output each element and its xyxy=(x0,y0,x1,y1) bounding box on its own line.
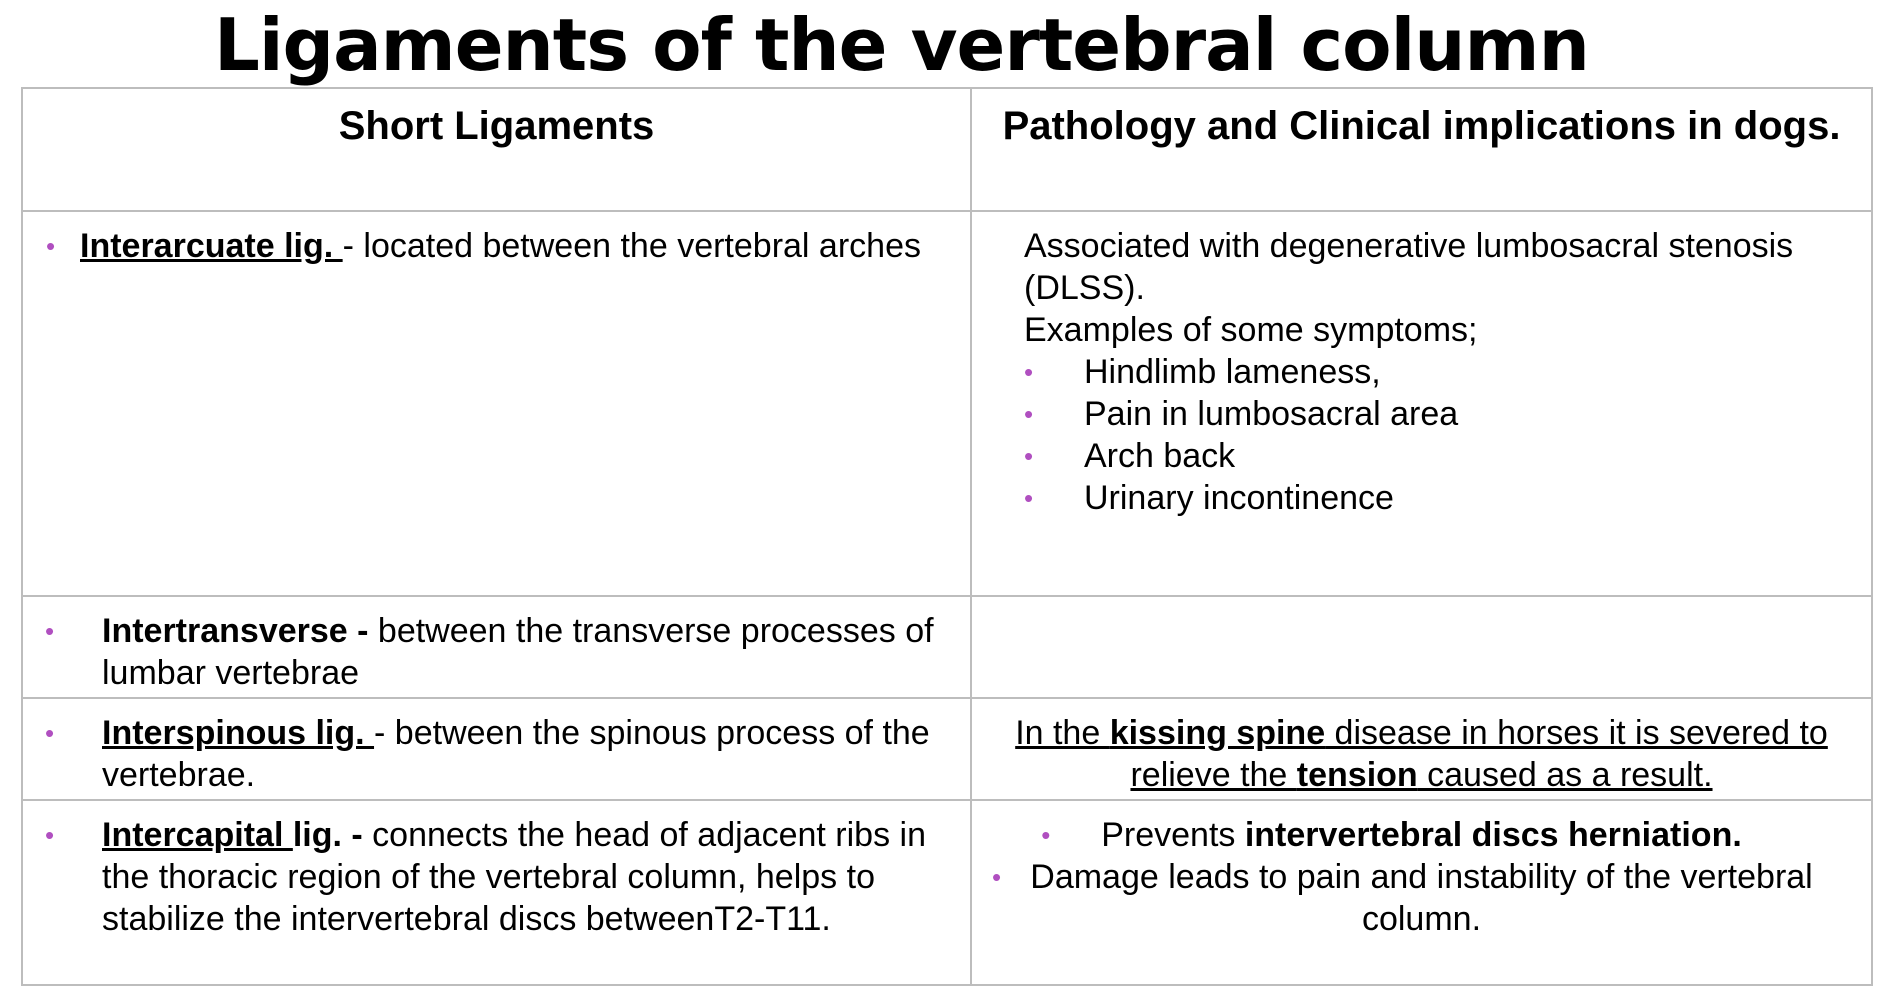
list-item: • Urinary incontinence xyxy=(1024,479,1394,517)
cell-kissing-spine xyxy=(971,698,1872,800)
page-title: Ligaments of the vertebral column xyxy=(214,3,1589,87)
symptoms-label: Examples of some symptoms; xyxy=(1024,311,1478,349)
header-pathology: Pathology and Clinical implications in dogs. xyxy=(971,88,1872,211)
table-header-row xyxy=(22,88,1872,211)
cell-interspinous xyxy=(22,698,971,800)
desc-interspinous: - between the spinous process of the vertebrae. xyxy=(102,714,930,794)
list-item xyxy=(45,814,960,940)
table-row xyxy=(22,800,1872,985)
bullet-icon: • xyxy=(1024,483,1034,513)
bullet-icon: • xyxy=(1024,357,1034,387)
cell-interarcuate xyxy=(22,211,971,596)
kissing-spine-text: In the kissing spine disease in horses it is severed to relieve the tension caused as a result. xyxy=(1015,714,1828,794)
bullet-icon: • xyxy=(1041,820,1051,850)
bullet-icon: • xyxy=(1024,441,1034,471)
term-interspinous: Interspinous lig. xyxy=(102,714,375,752)
desc-interarcuate: - located between the vertebral arches xyxy=(342,227,921,265)
cell-empty xyxy=(971,596,1872,698)
list-item xyxy=(46,225,970,267)
term-intertransverse: Intertransverse - xyxy=(102,612,378,650)
term-intercapital: Intercapital xyxy=(102,816,293,854)
list-item xyxy=(45,610,960,694)
table-row xyxy=(22,596,1872,698)
dlss-intro: Associated with degenerative lumbosacral stenosis (DLSS). xyxy=(1024,227,1794,307)
cell-herniation xyxy=(971,800,1872,985)
bullet-icon: • xyxy=(45,616,55,646)
cell-intertransverse xyxy=(22,596,971,698)
bullet-icon: • xyxy=(45,820,55,850)
symptom-list xyxy=(1024,351,1871,519)
list-item: • Prevents intervertebral discs herniation. xyxy=(1041,816,1742,854)
list-item: • Hindlimb lameness, xyxy=(1024,353,1381,391)
list-item: • Damage leads to pain and instability of the vertebral column. xyxy=(992,858,1813,938)
desc-intercapital: connects the head of adjacent ribs in the thoracic region of the vertebral column, helps to stabilize the intervertebral discs betweenT2-T11. xyxy=(102,816,926,938)
ligament-table xyxy=(21,87,1873,986)
cell-intercapital xyxy=(22,800,971,985)
term-interarcuate: Interarcuate lig. xyxy=(80,227,343,265)
table-row xyxy=(22,211,1872,596)
table-row xyxy=(22,698,1872,800)
list-item xyxy=(45,712,960,796)
header-short-ligaments: Short Ligaments xyxy=(22,88,971,211)
bullet-icon: • xyxy=(46,231,56,261)
bullet-icon: • xyxy=(45,718,55,748)
cell-dlss xyxy=(971,211,1872,596)
bullet-icon: • xyxy=(992,862,1002,892)
desc-intertransverse: between the transverse processes of lumbar vertebrae xyxy=(102,612,934,692)
term-intercapital-rest: lig. - xyxy=(292,816,373,854)
list-item: • Arch back xyxy=(1024,437,1236,475)
list-item: • Pain in lumbosacral area xyxy=(1024,395,1459,433)
bullet-icon: • xyxy=(1024,399,1034,429)
